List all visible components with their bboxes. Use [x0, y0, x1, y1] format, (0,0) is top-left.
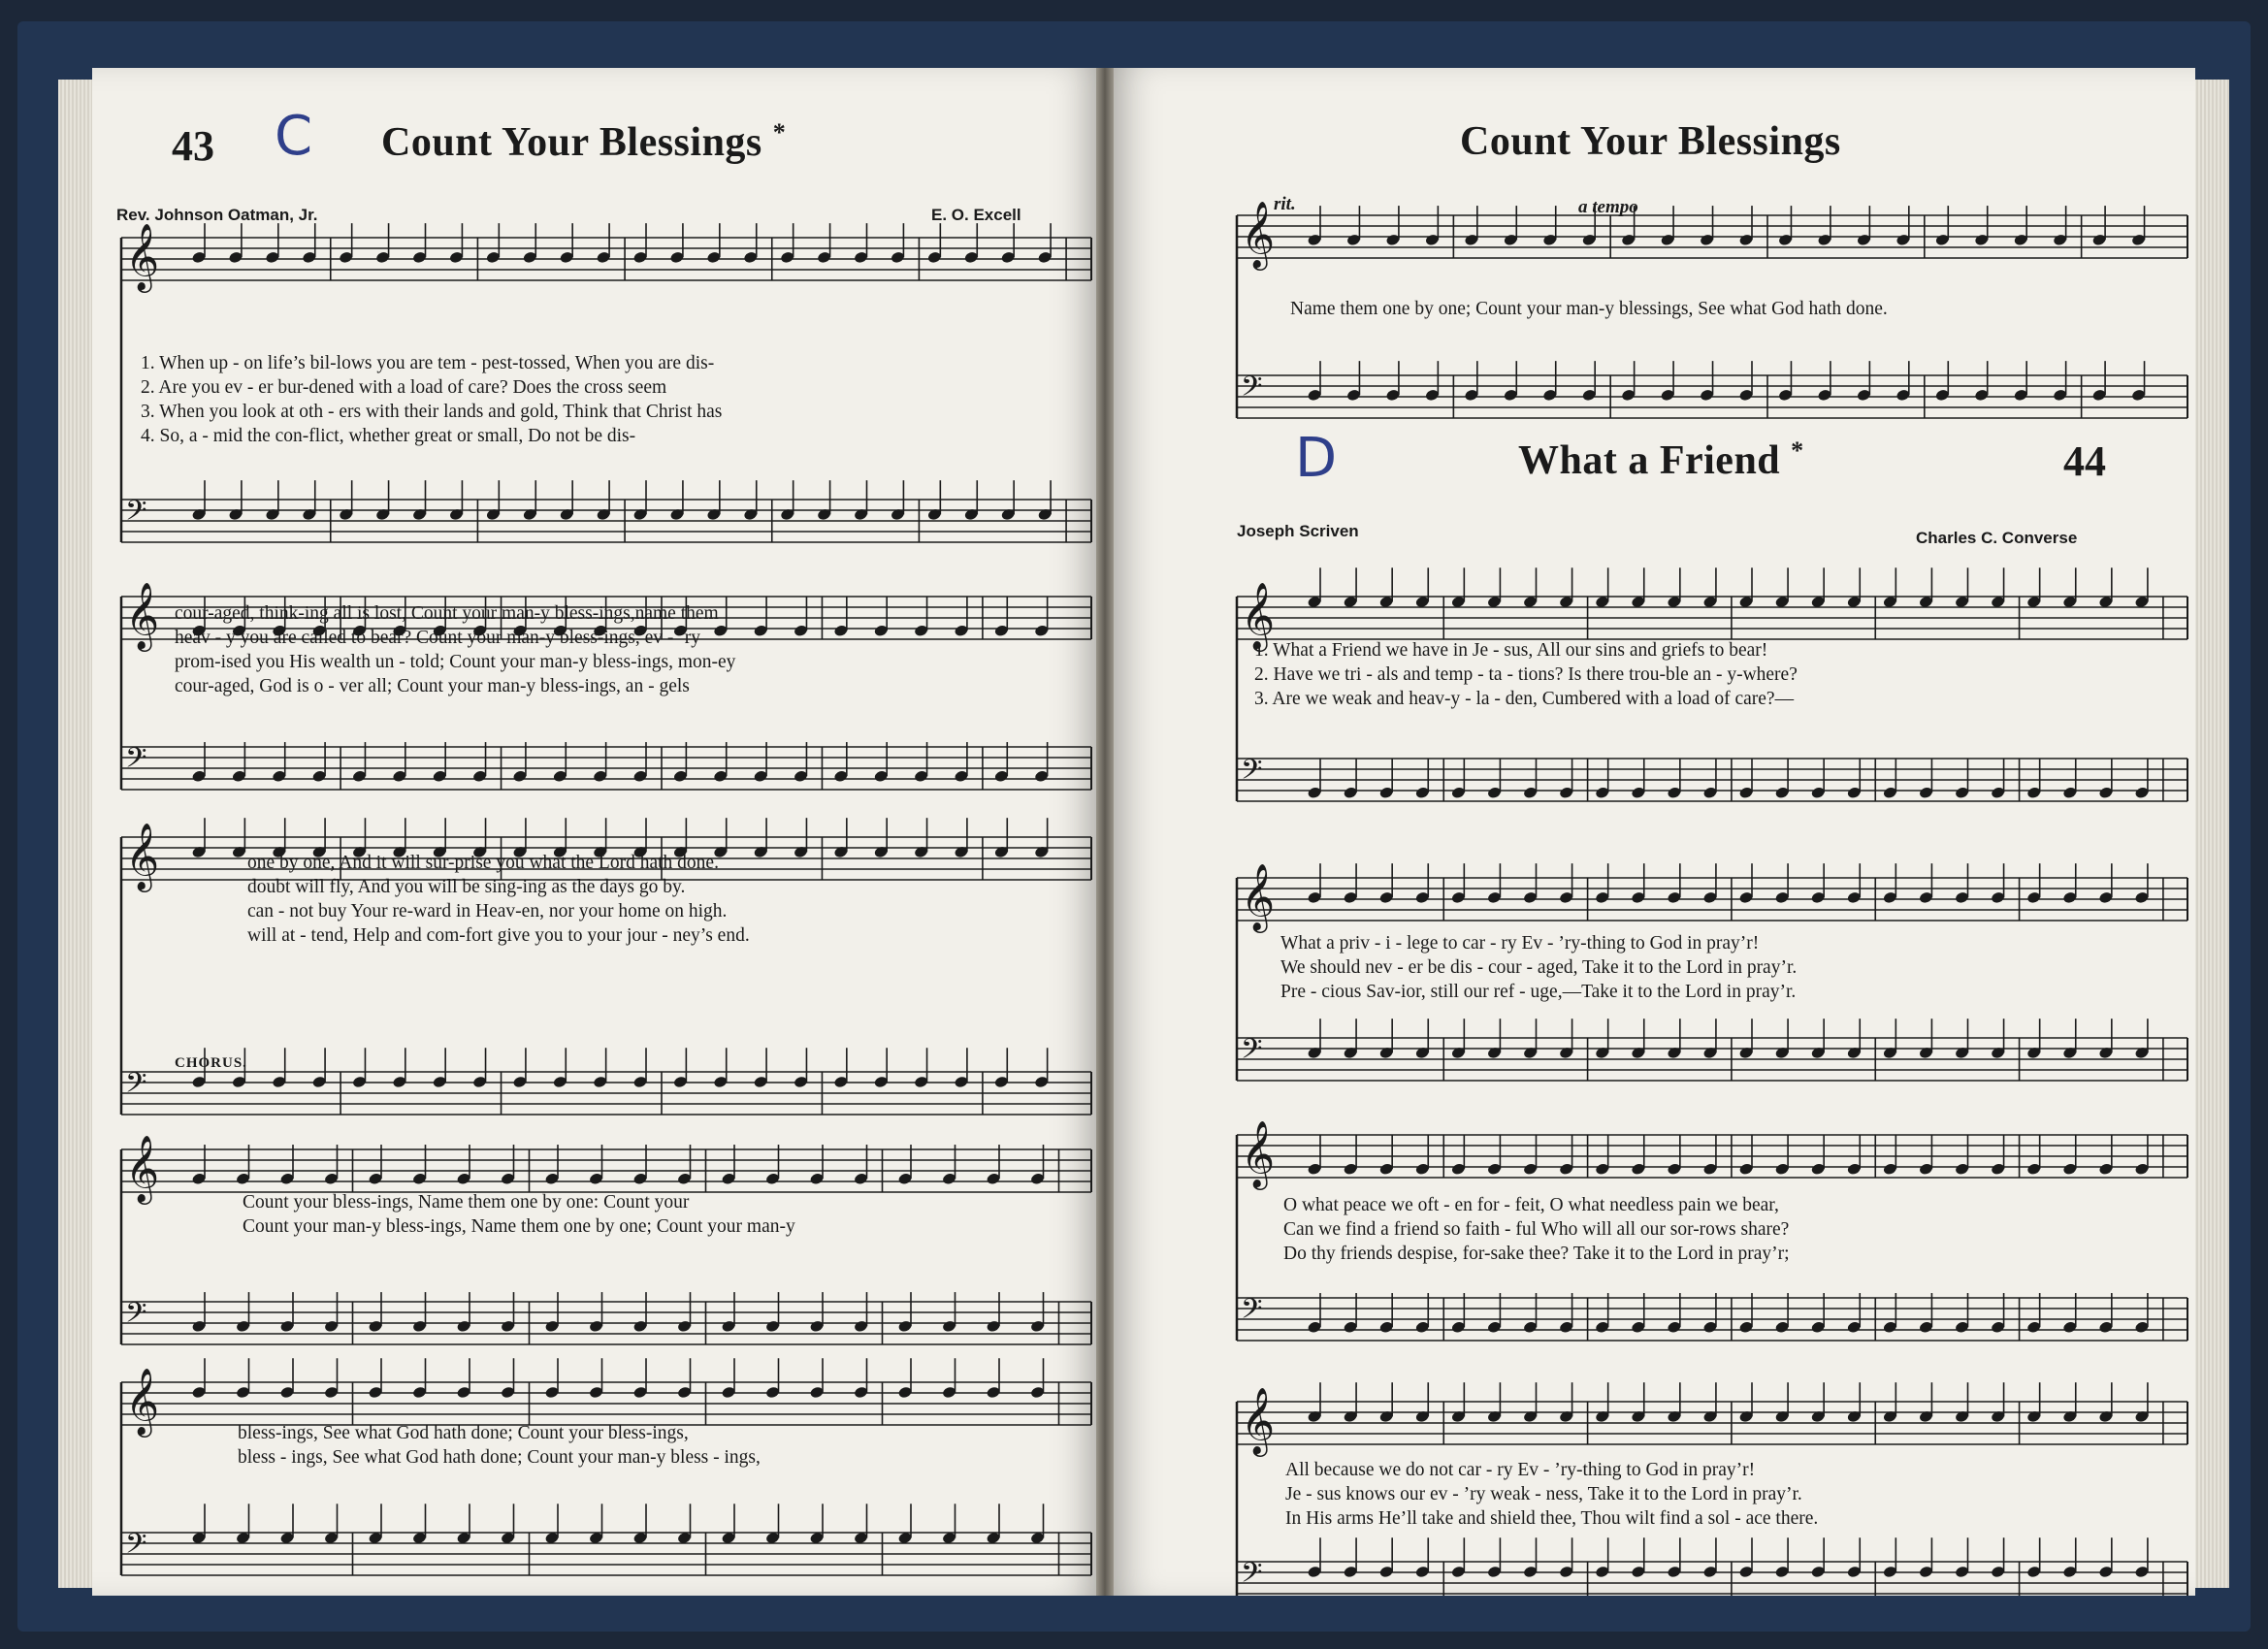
- music-notation-right: [1111, 68, 2195, 1596]
- lyric-line: 1. When up - on life’s bil-lows you are tem - pest-tossed, When you are dis-: [141, 353, 715, 373]
- lyric-line: prom-ised you His wealth un - told; Count your man-y bless-ings, mon-ey: [175, 652, 736, 672]
- lyric-line: We should nev - er be dis - cour - aged, Take it to the Lord in pray’r.: [1280, 957, 1798, 978]
- treble-clef-icon: 𝄞: [1241, 863, 1276, 931]
- treble-clef-icon: 𝄞: [1241, 201, 1276, 269]
- lyric-line: Pre - cious Sav-ior, still our ref - uge,—Take it to the Lord in pray’r.: [1280, 982, 1797, 1002]
- lyric-line: Can we find a friend so faith - ful Who will all our sor-rows share?: [1283, 1219, 1790, 1240]
- music-notation-left: [92, 68, 1101, 1596]
- treble-clef-icon: 𝄞: [1241, 1387, 1276, 1455]
- bass-clef-icon: 𝄢: [125, 741, 147, 782]
- hymn-number: 44: [2063, 437, 2106, 485]
- right-page: [1111, 68, 2195, 1596]
- lyrics-chorus-1: [243, 1190, 795, 1239]
- treble-clef-icon: 𝄞: [125, 823, 160, 890]
- bass-clef-icon: 𝄢: [1241, 370, 1263, 410]
- lyric-line: Do thy friends despise, for-sake thee? Take it to the Lord in pray’r;: [1283, 1244, 1790, 1264]
- bass-clef-icon: 𝄢: [125, 494, 147, 534]
- bass-clef-icon: 𝄢: [125, 1296, 147, 1337]
- lyric-line: In His arms He’ll take and shield thee, Thou wilt find a sol - ace there.: [1285, 1508, 1819, 1529]
- continued-hymn-title: Count Your Blessings: [1460, 119, 1841, 164]
- lyric-line: one by one, And it will sur-prise you what the Lord hath done.: [247, 853, 719, 873]
- lyric-line: 4. So, a - mid the con-flict, whether great or small, Do not be dis-: [141, 426, 636, 446]
- lyricist-credit: Joseph Scriven: [1237, 522, 1359, 540]
- lyrics-system-3: [247, 851, 750, 948]
- lyric-line: All because we do not car - ry Ev - ’ry-thing to God in pray’r!: [1285, 1460, 1756, 1480]
- lyric-line: bless-ings, See what God hath done; Count your bless-ings,: [238, 1423, 689, 1443]
- lyric-line: 1. What a Friend we have in Je - sus, All our sins and griefs to bear!: [1254, 640, 1768, 661]
- lyric-line: 2. Have we tri - als and temp - ta - tions? Is there trou-ble an - y-where?: [1254, 664, 1798, 685]
- hymn-title: [1518, 436, 1804, 484]
- lyric-line: will at - tend, Help and com-fort give you to your jour - ney’s end.: [247, 925, 750, 946]
- hymn-number: 43: [172, 122, 214, 170]
- ritardando-mark: rit.: [1274, 194, 1296, 214]
- title-footnote-star: *: [772, 118, 787, 146]
- a-tempo-mark: a tempo: [1578, 197, 1638, 217]
- lyric-line: doubt will fly, And you will be sing-ing as the days go by.: [247, 877, 686, 897]
- chorus-label: CHORUS.: [175, 1055, 247, 1071]
- bass-clef-icon: 𝄢: [1241, 1556, 1263, 1596]
- lyrics-system-4: [1285, 1458, 1818, 1531]
- bass-clef-icon: 𝄢: [1241, 1292, 1263, 1333]
- lyrics-chorus-2: [238, 1421, 761, 1470]
- lyric-line: heav - y you are called to bear? Count your man-y bless-ings, ev - ’ry: [175, 628, 701, 648]
- lyrics-system-1: [1254, 638, 1798, 711]
- lyric-line: Count your man-y bless-ings, Name them one by one; Count your man-y: [243, 1216, 795, 1237]
- hymn-title-text: Count Your Blessings: [381, 120, 762, 165]
- lyric-line: Count your bless-ings, Name them one by one: Count your: [243, 1192, 690, 1212]
- treble-clef-icon: 𝄞: [125, 582, 160, 650]
- continued-lyric-line: Name them one by one; Count your man-y blessings, See what God hath done.: [1290, 299, 1888, 319]
- right-staves: [1237, 215, 2187, 1596]
- lyrics-system-3: [1283, 1193, 1790, 1266]
- lyric-line: Je - sus knows our ev - ’ry weak - ness, Take it to the Lord in pray’r.: [1285, 1484, 1802, 1504]
- treble-clef-icon: 𝄞: [125, 223, 160, 291]
- lyric-line: O what peace we oft - en for - feit, O what needless pain we bear,: [1283, 1195, 1779, 1215]
- treble-clef-icon: 𝄞: [125, 1368, 160, 1436]
- lyric-line: What a priv - i - lege to car - ry Ev - ’ry-thing to God in pray’r!: [1280, 933, 1760, 954]
- lyrics-system-1: [141, 351, 722, 448]
- book-gutter: [1096, 68, 1114, 1596]
- title-footnote-star: *: [1791, 436, 1804, 465]
- lyrics-system-2: [1280, 931, 1797, 1004]
- bass-clef-icon: 𝄢: [1241, 1032, 1263, 1073]
- treble-clef-icon: 𝄞: [1241, 582, 1276, 650]
- bass-clef-icon: 𝄢: [125, 1066, 147, 1107]
- treble-clef-icon: 𝄞: [1241, 1120, 1276, 1188]
- lyric-line: 3. Are we weak and heav-y - la - den, Cumbered with a load of care?—: [1254, 689, 1795, 709]
- lyric-line: bless - ings, See what God hath done; Count your man-y bless - ings,: [238, 1447, 761, 1468]
- bass-clef-icon: 𝄢: [1241, 753, 1263, 793]
- composer-credit: Charles C. Converse: [1916, 529, 2078, 547]
- lyricist-credit: Rev. Johnson Oatman, Jr.: [116, 206, 318, 224]
- page-edges-right: [2190, 80, 2229, 1588]
- pencil-annotation: C: [275, 105, 313, 168]
- hymn-title-text: What a Friend: [1518, 438, 1781, 483]
- lyric-line: cour-aged, God is o - ver all; Count your man-y bless-ings, an - gels: [175, 676, 690, 696]
- treble-clef-icon: 𝄞: [125, 1135, 160, 1203]
- lyrics-system-2: [175, 601, 735, 698]
- left-page: [92, 68, 1101, 1596]
- pencil-annotation: D: [1295, 427, 1338, 490]
- bass-clef-icon: 𝄢: [125, 1527, 147, 1568]
- lyric-line: cour-aged, think-ing all is lost, Count your man-y bless-ings,name them: [175, 603, 719, 624]
- lyric-line: 2. Are you ev - er bur-dened with a load of care? Does the cross seem: [141, 377, 667, 398]
- lyric-line: 3. When you look at oth - ers with their lands and gold, Think that Christ has: [141, 402, 723, 422]
- lyric-line: can - not buy Your re-ward in Heav-en, nor your home on high.: [247, 901, 728, 922]
- page-edges-left: [58, 80, 97, 1588]
- composer-credit: E. O. Excell: [931, 206, 1021, 224]
